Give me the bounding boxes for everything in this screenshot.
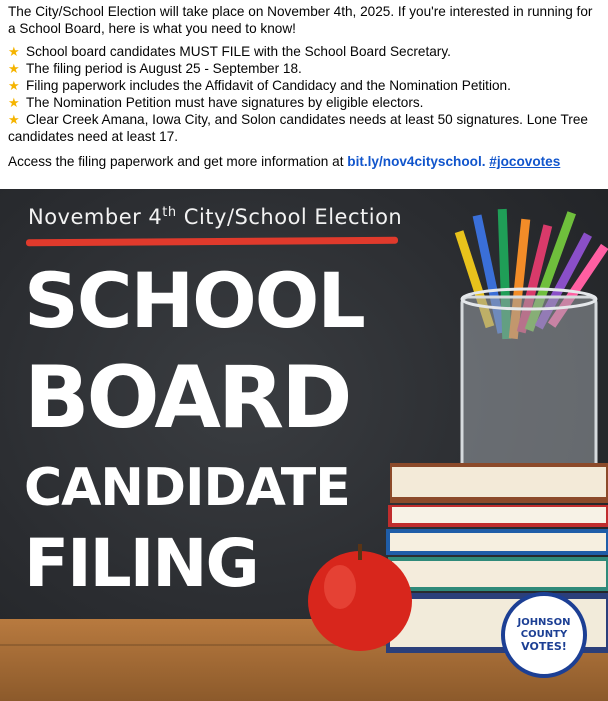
- access-line: [8, 153, 599, 170]
- filing-link[interactable]: bit.ly/nov4cityschool.: [347, 154, 486, 169]
- headline-candidate: CANDIDATE: [24, 458, 350, 518]
- list-item: [8, 60, 599, 77]
- bullet-text: The Nomination Petition must have signatures by eligible electors.: [26, 95, 424, 110]
- post-image[interactable]: [0, 189, 608, 701]
- post-intro: The City/School Election will take place on November 4th, 2025. If you're interested in running for a School Board, here is what you need to know!: [8, 4, 593, 36]
- bullet-text: Filing paperwork includes the Affidavit of Candidacy and the Nomination Petition.: [26, 78, 511, 93]
- access-text: Access the filing paperwork and get more information at: [8, 154, 344, 169]
- bullet-text: The filing period is August 25 - September 18.: [26, 61, 302, 76]
- star-icon: ★: [8, 112, 20, 127]
- pencil-cup: [462, 289, 596, 469]
- star-icon: ★: [8, 78, 20, 93]
- list-item: [8, 43, 599, 60]
- johnson-county-votes-badge: JOHNSON COUNTY VOTES!: [501, 592, 587, 678]
- star-icon: ★: [8, 44, 20, 59]
- bullet-text: School board candidates MUST FILE with the School Board Secretary.: [26, 44, 451, 59]
- headline-filing: FILING: [24, 525, 258, 602]
- star-icon: ★: [8, 61, 20, 76]
- headline-school: SCHOOL: [24, 256, 364, 345]
- list-item: [8, 77, 599, 94]
- bullet-text: Clear Creek Amana, Iowa City, and Solon candidates needs at least 50 signatures. Lone Tree candidates need at least 17.: [8, 112, 588, 144]
- hashtag-link[interactable]: #jocovotes: [489, 154, 561, 169]
- star-icon: ★: [8, 95, 20, 110]
- headline-board: BOARD: [24, 348, 350, 448]
- list-item: [8, 111, 599, 145]
- post-text: [0, 0, 608, 170]
- chalk-title: November 4th City/School Election: [28, 205, 403, 229]
- bullet-list: [8, 43, 599, 145]
- list-item: [8, 94, 599, 111]
